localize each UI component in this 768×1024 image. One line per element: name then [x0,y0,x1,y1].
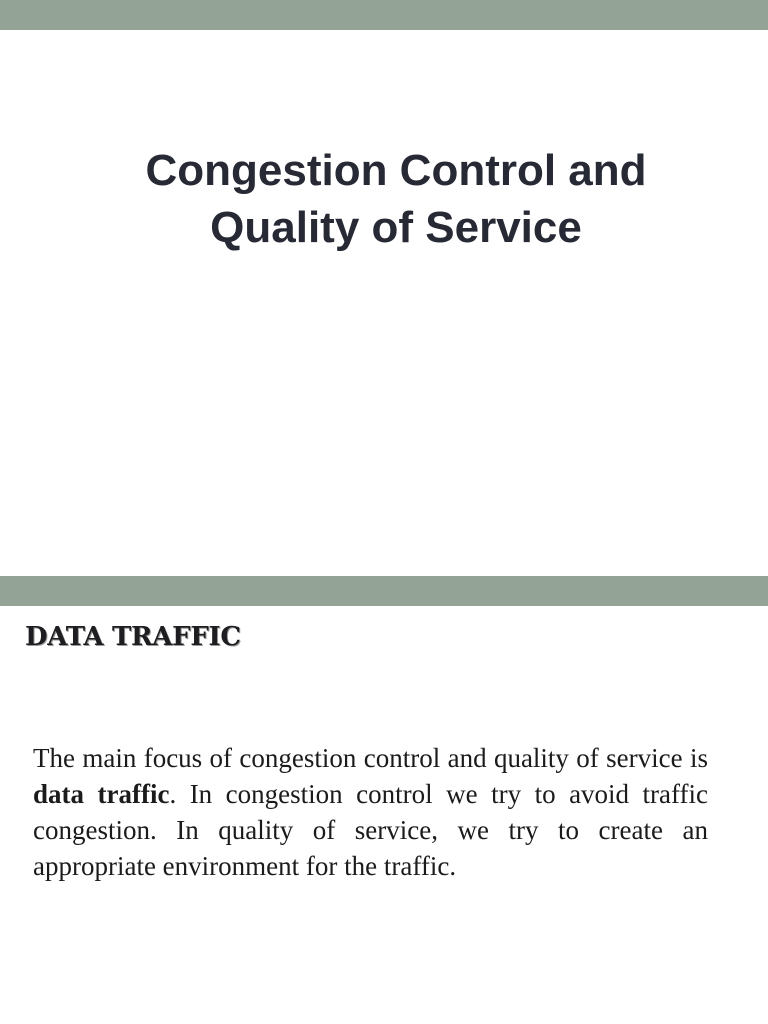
body-text-part2: . In congestion control we try to avoid traffic congestion. In quality of service, we try to create an appropriate environment for the traffic. [33,779,708,881]
body-text-bold: data traffic [33,779,170,809]
slide1-title-line2: Quality of Service [210,203,582,252]
slide2-heading: DATA TRAFFIC [25,622,241,652]
body-text-part1: The main focus of congestion control and quality of service is [33,743,708,773]
slide2-top-band [0,576,768,606]
slide2-body-paragraph [33,740,708,884]
slide1-top-band [0,0,768,30]
slide1-title-line1: Congestion Control and [145,146,647,195]
slide1-title [60,142,732,256]
